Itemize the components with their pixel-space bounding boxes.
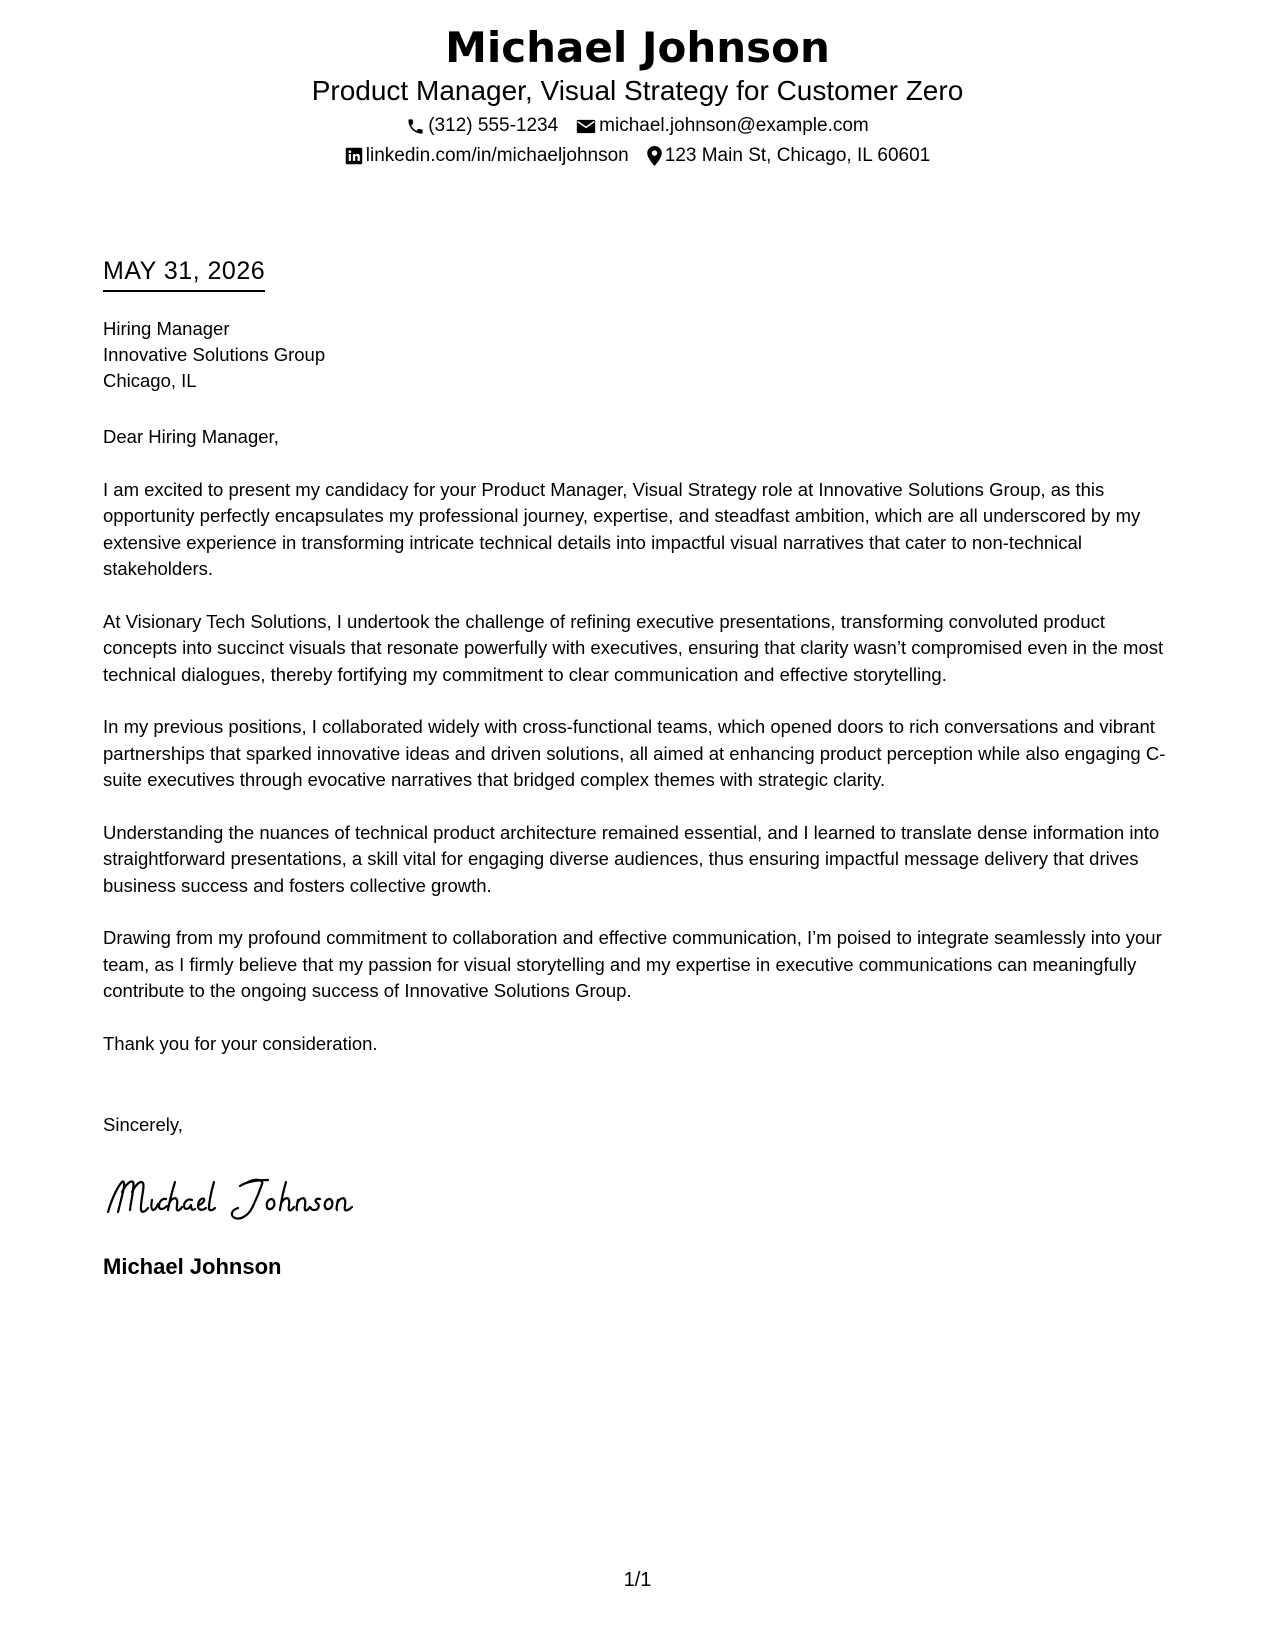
applicant-name: Michael Johnson xyxy=(445,23,830,72)
contact-row-1 xyxy=(0,114,1275,138)
recipient-location: Chicago, IL xyxy=(103,370,197,391)
map-marker-icon xyxy=(647,146,662,166)
closing-line: Sincerely, xyxy=(103,1114,183,1135)
recipient-block xyxy=(103,316,325,394)
linkedin-icon xyxy=(345,147,363,165)
thanks-line: Thank you for your consideration. xyxy=(103,1032,378,1054)
recipient-company: Innovative Solutions Group xyxy=(103,344,326,365)
page-number: 1/1 xyxy=(623,1569,652,1591)
email-text: michael.johnson@example.com xyxy=(599,115,869,136)
applicant-role: Product Manager, Visual Strategy for Customer Zero xyxy=(311,75,964,106)
phone-contact xyxy=(406,114,558,138)
letter-header xyxy=(0,22,1275,168)
signed-name: Michael Johnson xyxy=(103,1254,282,1279)
linkedin-text: linkedin.com/in/michaeljohnson xyxy=(365,145,629,166)
handwritten-signature xyxy=(100,1168,370,1228)
phone-text: (312) 555-1234 xyxy=(428,115,559,136)
body-paragraph: In my previous positions, I collaborated widely with cross-functional teams, which opened doors to rich conversations and vibrant partnerships that sparked innovative ideas and driven solutions, all aimed at enhancing product perception while also engaging C-suite executives through evocative narratives that bridged complex themes with strategic clarity. xyxy=(103,716,1166,790)
recipient-title: Hiring Manager xyxy=(103,318,230,339)
phone-icon xyxy=(406,117,425,136)
email-contact xyxy=(576,114,869,138)
address-text: 123 Main St, Chicago, IL 60601 xyxy=(664,145,931,166)
body-paragraph: At Visionary Tech Solutions, I undertook the challenge of refining executive presentations, transforming convoluted product concepts into succinct visuals that resonate powerfully with executives, ensuring that clarity wasn’t compromised even in the most technical dialogues, thereby fortifying my commitment to clear communication and effective storytelling. xyxy=(103,610,1164,685)
contact-row-2 xyxy=(0,144,1275,168)
letter-body xyxy=(103,424,1173,1083)
letter-date: MAY 31, 2026 xyxy=(103,256,265,292)
envelope-icon xyxy=(576,118,596,135)
body-paragraph: I am excited to present my candidacy for your Product Manager, Visual Strategy role at Innovative Solutions Group, as this opportunity perfectly encapsulates my professional journey, expertise, and steadfast ambition, which are all underscored by my extensive experience in transforming intricate technical details into impactful visual narratives that cater to non-technical stakeholders. xyxy=(103,478,1141,579)
greeting: Dear Hiring Manager, xyxy=(103,426,279,447)
address-contact xyxy=(647,144,930,168)
linkedin-contact xyxy=(345,144,629,168)
body-paragraph: Drawing from my profound commitment to collaboration and effective communication, I’m poised to integrate seamlessly into your team, as I firmly believe that my passion for visual storytelling and my expertise in executive communications can meaningfully contribute to the ongoing success of Innovative Solutions Group. xyxy=(103,927,1162,1001)
body-paragraph: Understanding the nuances of technical product architecture remained essential, and I learned to translate dense information into straightforward presentations, a skill vital for engaging diverse audiences, thus ensuring impactful message delivery that drives business success and fosters collective growth. xyxy=(103,821,1160,896)
